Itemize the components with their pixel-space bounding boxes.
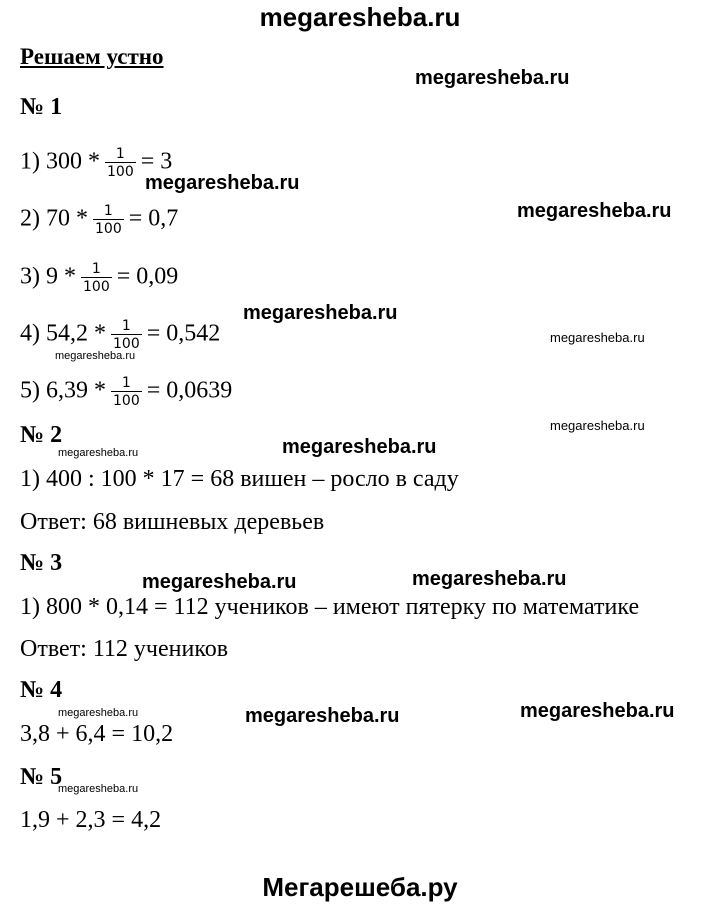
fraction: $\frac{1}{100}$ (107, 146, 134, 181)
watermark: megaresheba.ru (58, 707, 139, 719)
section-heading: Решаем устно (20, 44, 164, 69)
fraction: $\frac{1}{100}$ (83, 261, 110, 296)
task-1-item-5: 5) 6,39 * $\frac{1}{100}$ = 0,0639 (20, 375, 233, 410)
watermark: megaresheba.ru (282, 436, 437, 458)
task-1-number: № 1 (20, 94, 63, 120)
watermark: megaresheba.ru (520, 700, 675, 722)
watermark: megaresheba.ru (58, 447, 139, 459)
task-1-item-3: 3) 9 * $\frac{1}{100}$ = 0,09 (20, 261, 179, 296)
watermark: megaresheba.ru (145, 172, 300, 194)
site-title-top: megaresheba.ru (259, 2, 461, 32)
watermark: megaresheba.ru (142, 571, 297, 593)
watermark: megaresheba.ru (550, 418, 645, 433)
task-3-answer: Ответ: 112 учеников (20, 636, 229, 662)
task-3-number: № 3 (20, 550, 63, 576)
watermark: megaresheba.ru (58, 783, 139, 795)
task-1-item-4: 4) 54,2 * $\frac{1}{100}$ = 0,542 (20, 318, 221, 353)
watermark: megaresheba.ru (517, 200, 672, 222)
task-2-answer: Ответ: 68 вишневых деревьев (20, 509, 325, 535)
task-4-solution: 3,8 + 6,4 = 10,2 (20, 721, 174, 747)
task-1-item-2: 2) 70 * $\frac{1}{100}$ = 0,7 (20, 203, 179, 238)
task-2-number: № 2 (20, 422, 63, 448)
watermark: megaresheba.ru (550, 330, 645, 345)
task-2-solution: 1) 400 : 100 * 17 = 68 вишен – росло в саду (20, 466, 459, 492)
task-5-number: № 5 (20, 764, 63, 790)
site-title-bottom: Мегарешеба.ру (262, 872, 458, 902)
watermark: megaresheba.ru (415, 67, 570, 89)
task-1-item-1: 1) 300 * $\frac{1}{100}$ = 3 (20, 146, 173, 181)
watermark: megaresheba.ru (243, 302, 398, 324)
watermark: megaresheba.ru (245, 705, 400, 727)
fraction: $\frac{1}{100}$ (113, 375, 140, 410)
task-5-solution: 1,9 + 2,3 = 4,2 (20, 807, 162, 833)
watermark: megaresheba.ru (55, 350, 136, 362)
fraction: $\frac{1}{100}$ (113, 318, 140, 353)
task-4-number: № 4 (20, 677, 63, 703)
watermark: megaresheba.ru (412, 568, 567, 590)
task-3-solution: 1) 800 * 0,14 = 112 учеников – имеют пятерку по математике (20, 594, 640, 620)
fraction: $\frac{1}{100}$ (95, 203, 122, 238)
